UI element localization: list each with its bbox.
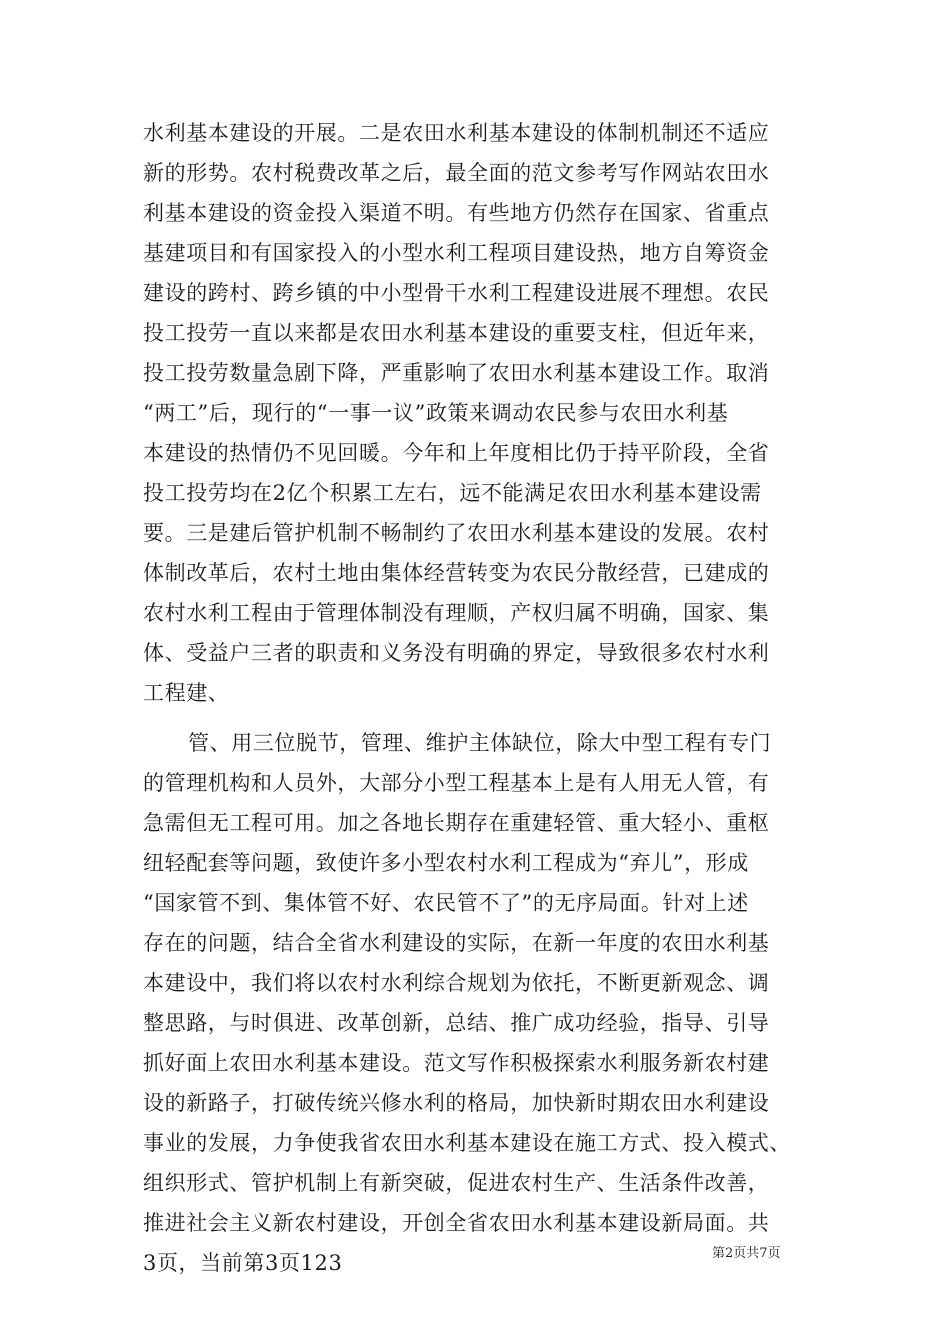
paragraph-2-line-13: 推进社会主义新农村建设，开创全省农田水利基本建设新局面。共 — [143, 1211, 770, 1235]
paragraph-1-line-4: 基建项目和有国家投入的小型水利工程项目建设热，地方自筹资金 — [143, 241, 770, 265]
paragraph-2-line-3: 急需但无工程可用。加之各地长期存在重建轻管、重大轻小、重枢 — [143, 811, 770, 835]
paragraph-2-line-6: 存在的问题，结合全省水利建设的实际，在新一年度的农田水利基 — [143, 931, 770, 955]
paragraph-1-line-15: 工程建、 — [143, 681, 230, 705]
paragraph-2-line-2: 的管理机构和人员外，大部分小型工程基本上是有人用无人管，有 — [143, 771, 770, 795]
paragraph-1-line-6: 投工投劳一直以来都是农田水利基本建设的重要支柱，但近年来， — [143, 321, 770, 345]
paragraph-1-line-14: 体、受益户三者的职责和义务没有明确的界定，导致很多农村水利 — [143, 641, 770, 665]
paragraph-2-line-7: 本建设中，我们将以农村水利综合规划为依托，不断更新观念、调 — [143, 971, 770, 995]
paragraph-1-line-13: 农村水利工程由于管理体制没有理顺，产权归属不明确，国家、集 — [143, 601, 770, 625]
paragraph-2-line-1: 管、用三位脱节，管理、维护主体缺位，除大中型工程有专门 — [188, 731, 772, 755]
paragraph-1-line-3: 利基本建设的资金投入渠道不明。有些地方仍然存在国家、省重点 — [143, 201, 770, 225]
paragraph-1-line-11: 要。三是建后管护机制不畅制约了农田水利基本建设的发展。农村 — [143, 521, 770, 545]
paragraph-2-line-14: 3页，当前第3页123 — [143, 1251, 343, 1275]
paragraph-2-line-5: “国家管不到、集体管不好、农民管不了”的无序局面。针对上述 — [143, 891, 749, 915]
paragraph-1-line-2: 新的形势。农村税费改革之后，最全面的范文参考写作网站农田水 — [143, 161, 770, 185]
paragraph-2-line-9: 抓好面上农田水利基本建设。范文写作积极探索水利服务新农村建 — [143, 1051, 770, 1075]
paragraph-1-line-5: 建设的跨村、跨乡镇的中小型骨干水利工程建设进展不理想。农民 — [143, 281, 770, 305]
paragraph-2-line-12: 组织形式、管护机制上有新突破，促进农村生产、生活条件改善， — [143, 1171, 770, 1195]
page-number-footer: 第2页共7页 — [712, 1246, 781, 1261]
paragraph-2-line-10: 设的新路子，打破传统兴修水利的格局，加快新时期农田水利建设 — [143, 1091, 770, 1115]
paragraph-1-line-10: 投工投劳均在2亿个积累工左右，远不能满足农田水利基本建设需 — [143, 481, 762, 505]
paragraph-1-line-7: 投工投劳数量急剧下降，严重影响了农田水利基本建设工作。取消 — [143, 361, 770, 385]
paragraph-1-line-9: 本建设的热情仍不见回暖。今年和上年度相比仍于持平阶段，全省 — [143, 441, 770, 465]
paragraph-2-line-4: 纽轻配套等问题，致使许多小型农村水利工程成为“弃儿”，形成 — [143, 851, 749, 875]
paragraph-1-line-12: 体制改革后，农村土地由集体经营转变为农民分散经营，已建成的 — [143, 561, 770, 585]
paragraph-2-line-8: 整思路，与时俱进、改革创新，总结、推广成功经验，指导、引导 — [143, 1011, 770, 1035]
paragraph-2-line-11: 事业的发展，力争使我省农田水利基本建设在施工方式、投入模式、 — [143, 1131, 791, 1155]
paragraph-1-line-1: 水利基本建设的开展。二是农田水利基本建设的体制机制还不适应 — [143, 121, 770, 145]
paragraph-1-line-8: “两工”后，现行的“一事一议”政策来调动农民参与农田水利基 — [143, 401, 729, 425]
